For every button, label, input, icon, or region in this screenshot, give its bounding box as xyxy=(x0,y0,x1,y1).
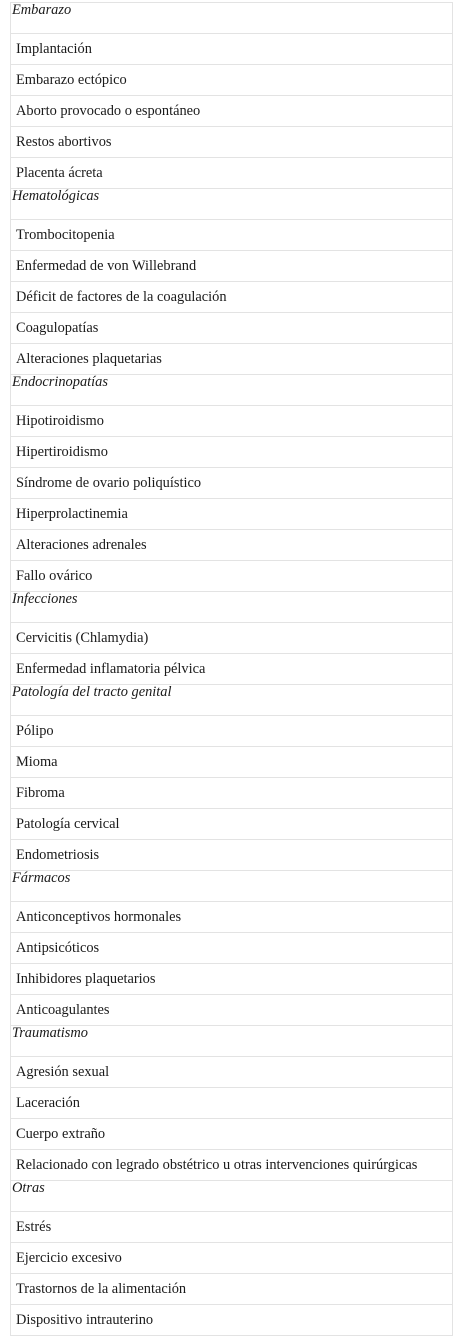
item-cell xyxy=(11,778,453,809)
table-row xyxy=(11,530,453,561)
item-cell xyxy=(11,1057,453,1088)
item-cell xyxy=(11,809,453,840)
item-label: Mioma xyxy=(16,754,58,770)
item-label: Restos abortivos xyxy=(16,134,112,150)
table-row xyxy=(11,964,453,995)
item-label: Placenta ácreta xyxy=(16,165,103,181)
item-cell xyxy=(11,65,453,96)
item-cell xyxy=(11,561,453,592)
category-cell xyxy=(11,871,453,902)
item-cell xyxy=(11,251,453,282)
table-row xyxy=(11,282,453,313)
table-row xyxy=(11,1057,453,1088)
table-row xyxy=(11,158,453,189)
table-row xyxy=(11,220,453,251)
table-row xyxy=(11,1088,453,1119)
item-label: Relacionado con legrado obstétrico u otras intervenciones quirúrgicas xyxy=(16,1157,418,1173)
table-row xyxy=(11,933,453,964)
item-cell xyxy=(11,1274,453,1305)
item-label: Alteraciones plaquetarias xyxy=(16,351,162,367)
item-label: Déficit de factores de la coagulación xyxy=(16,289,227,305)
category-label: Infecciones xyxy=(12,591,78,607)
item-label: Pólipo xyxy=(16,723,54,739)
item-label: Hipertiroidismo xyxy=(16,444,108,460)
item-cell xyxy=(11,747,453,778)
table-row xyxy=(11,344,453,375)
category-label: Patología del tracto genital xyxy=(12,684,172,700)
item-label: Endometriosis xyxy=(16,847,100,863)
item-cell xyxy=(11,406,453,437)
item-label: Cervicitis (Chlamydia) xyxy=(16,630,149,646)
category-cell xyxy=(11,685,453,716)
table-row xyxy=(11,995,453,1026)
item-cell xyxy=(11,158,453,189)
item-cell xyxy=(11,127,453,158)
item-label: Inhibidores plaquetarios xyxy=(16,971,156,987)
item-cell xyxy=(11,96,453,127)
item-cell xyxy=(11,313,453,344)
item-cell xyxy=(11,1305,453,1336)
table-row xyxy=(11,65,453,96)
item-label: Hipotiroidismo xyxy=(16,413,104,429)
category-cell xyxy=(11,1181,453,1212)
category-cell xyxy=(11,592,453,623)
category-row xyxy=(11,1026,453,1057)
table-row xyxy=(11,902,453,933)
item-cell xyxy=(11,995,453,1026)
category-row xyxy=(11,3,453,34)
category-label: Otras xyxy=(12,1180,45,1196)
table-row xyxy=(11,1119,453,1150)
item-label: Estrés xyxy=(16,1219,52,1235)
item-label: Hiperprolactinemia xyxy=(16,506,128,522)
item-label: Fibroma xyxy=(16,785,65,801)
item-cell xyxy=(11,902,453,933)
item-cell xyxy=(11,34,453,65)
item-cell xyxy=(11,840,453,871)
item-cell xyxy=(11,623,453,654)
category-label: Fármacos xyxy=(12,870,71,886)
table-row xyxy=(11,251,453,282)
item-label: Enfermedad inflamatoria pélvica xyxy=(16,661,206,677)
item-label: Implantación xyxy=(16,41,92,57)
table-row xyxy=(11,468,453,499)
item-label: Agresión sexual xyxy=(16,1064,110,1080)
table-row xyxy=(11,623,453,654)
item-cell xyxy=(11,468,453,499)
table-row xyxy=(11,809,453,840)
item-cell xyxy=(11,1243,453,1274)
table-row xyxy=(11,747,453,778)
item-label: Síndrome de ovario poliquístico xyxy=(16,475,202,491)
item-cell xyxy=(11,654,453,685)
category-label: Embarazo xyxy=(12,2,72,18)
item-cell xyxy=(11,499,453,530)
category-row xyxy=(11,1181,453,1212)
item-label: Embarazo ectópico xyxy=(16,72,127,88)
item-cell xyxy=(11,933,453,964)
item-cell xyxy=(11,1119,453,1150)
table-row xyxy=(11,716,453,747)
table-row xyxy=(11,499,453,530)
table-row xyxy=(11,1274,453,1305)
table-row xyxy=(11,96,453,127)
category-row xyxy=(11,685,453,716)
item-cell xyxy=(11,1088,453,1119)
item-cell xyxy=(11,437,453,468)
item-cell xyxy=(11,530,453,561)
causes-table-body xyxy=(11,3,453,1336)
item-label: Antipsicóticos xyxy=(16,940,100,956)
table-row xyxy=(11,437,453,468)
item-label: Fallo ovárico xyxy=(16,568,93,584)
item-cell xyxy=(11,1150,453,1181)
item-label: Patología cervical xyxy=(16,816,120,832)
item-label: Trastornos de la alimentación xyxy=(16,1281,187,1297)
item-cell xyxy=(11,964,453,995)
category-row xyxy=(11,871,453,902)
category-row xyxy=(11,375,453,406)
table-row xyxy=(11,654,453,685)
table-row xyxy=(11,1212,453,1243)
table-row xyxy=(11,34,453,65)
table-row xyxy=(11,1243,453,1274)
table-row xyxy=(11,1305,453,1336)
item-label: Anticonceptivos hormonales xyxy=(16,909,182,925)
item-label: Cuerpo extraño xyxy=(16,1126,106,1142)
category-row xyxy=(11,592,453,623)
table-row xyxy=(11,778,453,809)
category-label: Hematológicas xyxy=(12,188,100,204)
item-label: Anticoagulantes xyxy=(16,1002,110,1018)
item-label: Alteraciones adrenales xyxy=(16,537,147,553)
item-label: Aborto provocado o espontáneo xyxy=(16,103,201,119)
causes-table xyxy=(10,2,453,1336)
item-cell xyxy=(11,220,453,251)
item-label: Trombocitopenia xyxy=(16,227,115,243)
item-label: Coagulopatías xyxy=(16,320,99,336)
table-row xyxy=(11,561,453,592)
category-cell xyxy=(11,3,453,34)
category-row xyxy=(11,189,453,220)
table-row xyxy=(11,840,453,871)
category-cell xyxy=(11,375,453,406)
table-row xyxy=(11,127,453,158)
item-cell xyxy=(11,1212,453,1243)
table-row xyxy=(11,1150,453,1181)
category-label: Endocrinopatías xyxy=(12,374,108,390)
category-label: Traumatismo xyxy=(12,1025,88,1041)
item-cell xyxy=(11,716,453,747)
category-cell xyxy=(11,1026,453,1057)
table-row xyxy=(11,313,453,344)
item-label: Laceración xyxy=(16,1095,80,1111)
item-cell xyxy=(11,282,453,313)
table-row xyxy=(11,406,453,437)
item-cell xyxy=(11,344,453,375)
item-label: Enfermedad de von Willebrand xyxy=(16,258,197,274)
category-cell xyxy=(11,189,453,220)
item-label: Dispositivo intrauterino xyxy=(16,1312,154,1328)
item-label: Ejercicio excesivo xyxy=(16,1250,122,1266)
